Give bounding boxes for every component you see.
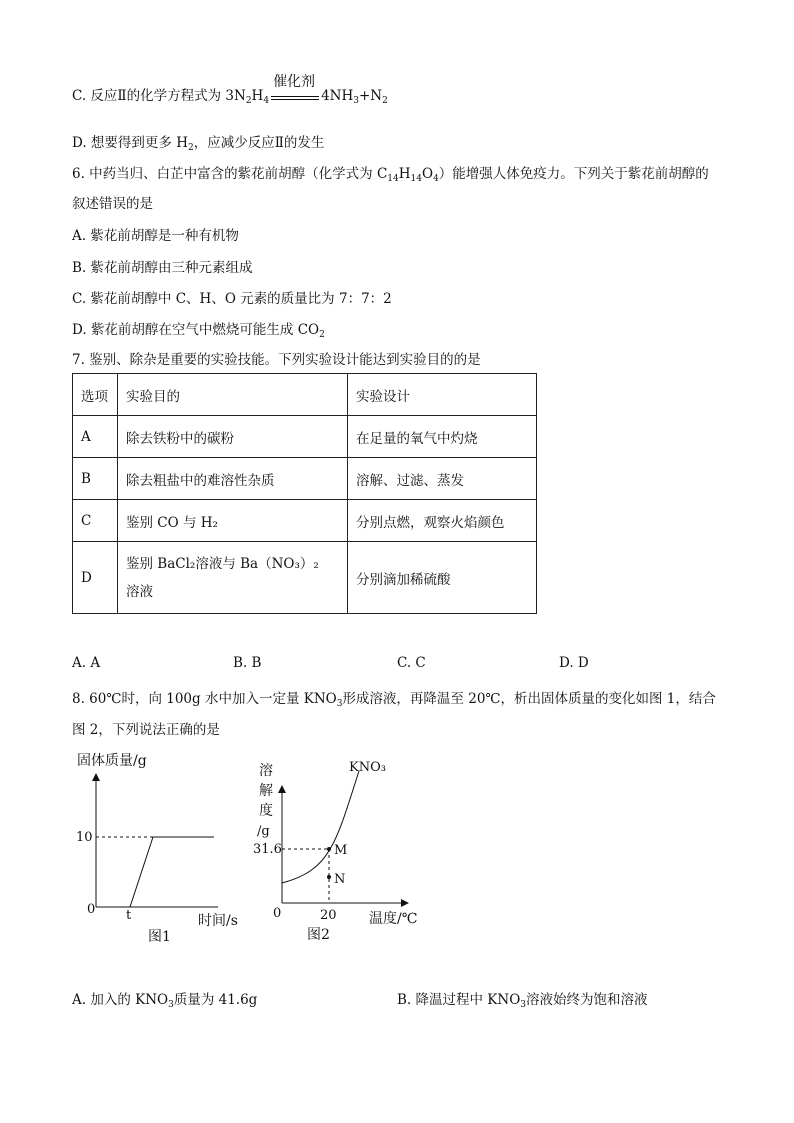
answer-option: A. A [72,655,101,671]
q5-option-c: C. 反应Ⅱ的化学方程式为 $3N_2H_4$ 催化剂 $4NH_3+N_2$ [72,84,388,104]
answer-option: C. C [397,655,426,671]
table-header-cell: 选项 [73,374,118,416]
table-row [73,542,537,614]
fig2-y-label-char: 度 [259,803,273,819]
catalyst-label: 催化剂 [273,73,316,90]
fig1-x-axis-label: 时间/s [198,913,238,929]
q6-stem: 6. 中药当归、白芷中富含的紫花前胡醇（化学式为 $C_{14}H_{14}O_4$）能增强人体免疫力。下列关于紫花前胡醇的 [72,166,709,184]
table-cell: 溶解、过滤、蒸发 [348,458,537,500]
fig1-caption: 图1 [148,929,171,945]
table-row [73,500,537,542]
fig2-origin-label: 0 [273,906,282,921]
table-cell: 鉴别 BaCl₂溶液与 Ba（NO₃）₂溶液 [118,542,348,614]
fig2-point-m-label: M [334,843,348,858]
q6-stem-line2: 叙述错误的是 [72,196,153,212]
fig2-x-tick: 20 [320,908,337,923]
table-header-cell: 实验设计 [348,374,537,416]
q8-option-a: A. 加入的 $KNO_3$质量为 41.6g [72,992,258,1010]
table-cell: B [73,458,118,500]
fig2-x-axis-label: 温度/℃ [369,911,418,927]
table-cell: 分别点燃，观察火焰颜色 [348,500,537,542]
fig2-y-label-char: /g [257,824,270,839]
fig1-origin-label: 0 [87,902,96,917]
q8-option-b: B. 降温过程中 $KNO_3$溶液始终为饱和溶液 [397,992,648,1010]
fig2-y-label-char: 溶 [259,763,273,779]
table-row [73,458,537,500]
q6-option-d: D. 紫花前胡醇在空气中燃烧可能生成 $CO_2$ [72,322,325,340]
q6-option-b: B. 紫花前胡醇由三种元素组成 [72,260,253,276]
q7-stem: 7. 鉴别、除杂是重要的实验技能。下列实验设计能达到实验目的的是 [72,352,481,368]
fig1-data-line [130,837,214,907]
fig1-x-tick: t [126,908,132,923]
answer-option: B. B [233,655,262,671]
fig1-y-axis-label: 固体质量/g [77,753,147,769]
fig2-point-n [327,875,331,879]
fig1-y-tick: 10 [76,830,93,845]
fig2-point-m [327,847,331,851]
q8-stem: 8. 60℃时，向 100g 水中加入一定量 $KNO_3$形成溶液，再降温至 20℃，析出固体质量的变化如图 1，结合 [72,691,716,709]
table-cell: 分别滴加稀硫酸 [348,542,537,614]
table-header-row [73,374,537,416]
figure-2-chart [245,755,445,950]
table-cell: C [73,500,118,542]
table-header-cell: 实验目的 [118,374,348,416]
q7-table [72,373,537,614]
q7-answer-options [72,655,589,671]
table-cell: 除去铁粉中的碳粉 [118,416,348,458]
table-row [73,416,537,458]
q5-option-d: D. 想要得到更多 $H_2$，应减少反应Ⅱ的发生 [72,135,325,153]
table-cell: 鉴别 CO 与 H₂ [118,500,348,542]
table-cell: 在足量的氧气中灼烧 [348,416,537,458]
fig2-y-label-char: 解 [259,783,273,799]
fig2-caption: 图2 [307,927,330,943]
fig2-curve-label: KNO₃ [349,760,386,775]
fig2-point-n-label: N [334,872,346,887]
answer-option: D. D [559,655,589,671]
table-cell: 除去粗盐中的难溶性杂质 [118,458,348,500]
q8-stem-line2: 图 2，下列说法正确的是 [72,722,220,738]
catalyst-arrow [271,73,319,104]
table-cell: A [73,416,118,458]
q6-option-c: C. 紫花前胡醇中 C、H、O 元素的质量比为 7：7：2 [72,291,392,307]
figure-1-chart [60,745,238,945]
table-cell: D [73,542,118,614]
fig2-y-tick: 31.6 [253,842,282,857]
fig2-solubility-curve [282,771,359,883]
q6-option-a: A. 紫花前胡醇是一种有机物 [72,228,239,244]
